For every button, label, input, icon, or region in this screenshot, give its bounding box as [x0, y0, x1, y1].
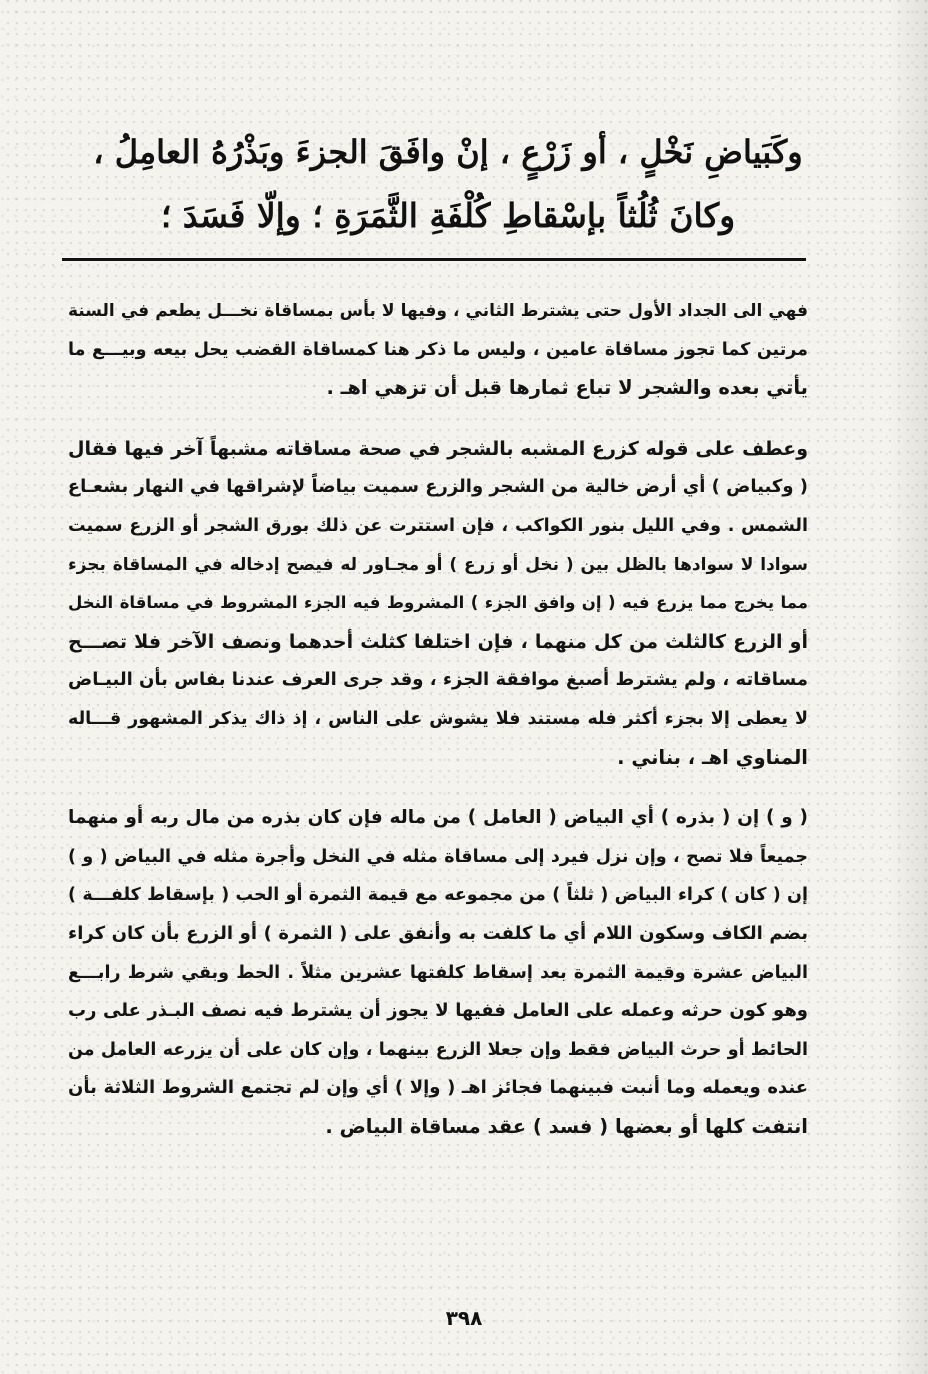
text-line: الحائط أو حرث البياض فقط وإن جعلا الزرع بينهما ، وإن كان على أن يزرعه العامل من	[68, 1039, 808, 1060]
text-line: البياض عشرة وقيمة الثمرة بعد إسقاط كلفتها عشرين مثلاً . الحط وبقي شرط رابـــع	[68, 962, 808, 983]
commentary-paragraph	[68, 292, 808, 408]
text-line: فهي الى الجداد الأول حتى يشترط الثاني ، وفيها لا بأس بمساقاة نخـــل يطعم في السنة	[68, 301, 808, 321]
text-line: مما يخرج مما يزرع فيه ( إن وافق الجزء ) المشروط فيه الجزء المشروط في مساقاة النخل	[68, 593, 808, 613]
text-line: المناوي اهـ ، بناني .	[617, 745, 808, 769]
matn-line: وكَبَياضِ نَخْلٍ ، أو زَرْعٍ ، إنْ وافَقَ الجزءَ وبَذْرُهُ العامِلُ ،	[93, 133, 803, 171]
text-line: الشمس . وفي الليل بنور الكواكب ، فإن استترت عن ذلك بورق الشجر أو الزرع سميت	[68, 515, 808, 536]
separator-rule	[62, 258, 806, 261]
text-line: إن ( كان ) كراء البياض ( ثلثاً ) من مجموعه مع قيمة الثمرة أو الحب ( بإسقاط كلفـــة )	[68, 885, 808, 906]
text-line: لا يعطى إلا بجزء أكثر فله مستند فلا يشوش على الناس ، إذ ذاك يذكر المشهور قـــاله	[68, 708, 808, 729]
text-line: مرتين كما تجوز مساقاة عامين ، وليس ما ذكر هنا كمساقاة القضب يحل بيعه وبيـــع ما	[68, 339, 808, 360]
text-line: وهو كون حرثه وعمله على العامل ففيها لا يجوز أن يشترط فيه نصف البـذر على رب	[68, 1000, 808, 1022]
text-line: جميعاً فلا تصح ، وإن نزل فيرد إلى مساقاة مثله في النخل وأجرة مثله في البياض ( و )	[68, 846, 808, 867]
text-line: أو الزرع كالثلث من كل منهما ، فإن اختلفا كثلث أحدهما ونصف الآخر فلا تصـــح	[68, 630, 808, 653]
text-line: ( و ) إن ( بذره ) أي البياض ( العامل ) من ماله فإن كان بذره من مال ربه أو منهما	[68, 807, 808, 829]
commentary-paragraph	[68, 799, 808, 1146]
commentary-text	[68, 292, 808, 1146]
page-number: ٣٩٨	[445, 1306, 483, 1330]
text-line: يأتي بعده والشجر لا تباع ثمارها قبل أن تزهي اهـ .	[326, 376, 808, 400]
text-line: عنده ويعمله وما أنبت فبينهما فجائز اهـ ( وإلا ) أي وإن لم تجتمع الشروط الثلاثة بأن	[68, 1077, 808, 1099]
text-line: سوادا لا سوادها بالظل بين ( نخل أو زرع ) أو مجـاور له فيصح إدخاله في المساقاة بجزء	[68, 554, 808, 575]
text-line: وعطف على قوله كزرع المشبه بالشجر في صحة مساقاته مشبهاً آخر فيها فقال	[68, 437, 808, 460]
commentary-paragraph	[68, 430, 808, 777]
text-line: ( وكبياض ) أي أرض خالية من الشجر والزرع سميت بياضاً لإشراقها في النهار بشعـاع	[67, 476, 808, 498]
text-line: مساقاته ، ولم يشترط أصبغ موافقة الجزء ، وقد جرى العرف عندنا بفاس بأن البيـاض	[68, 669, 808, 691]
text-line: بضم الكاف وسكون اللام أي ما كلفت به وأنفق على ( الثمرة ) أو الزرع بأن كان كراء	[68, 922, 808, 944]
text-line: انتفت كلها أو بعضها ( فسد ) عقد مساقاة البياض .	[325, 1114, 808, 1138]
matn-text	[88, 120, 808, 248]
matn-line: وكانَ ثُلُثاً بإسْقاطِ كُلْفَةِ الثَّمَرَةِ ؛ وإلّا فَسَدَ ؛	[160, 196, 736, 235]
page-edge-shadow	[888, 0, 928, 1374]
